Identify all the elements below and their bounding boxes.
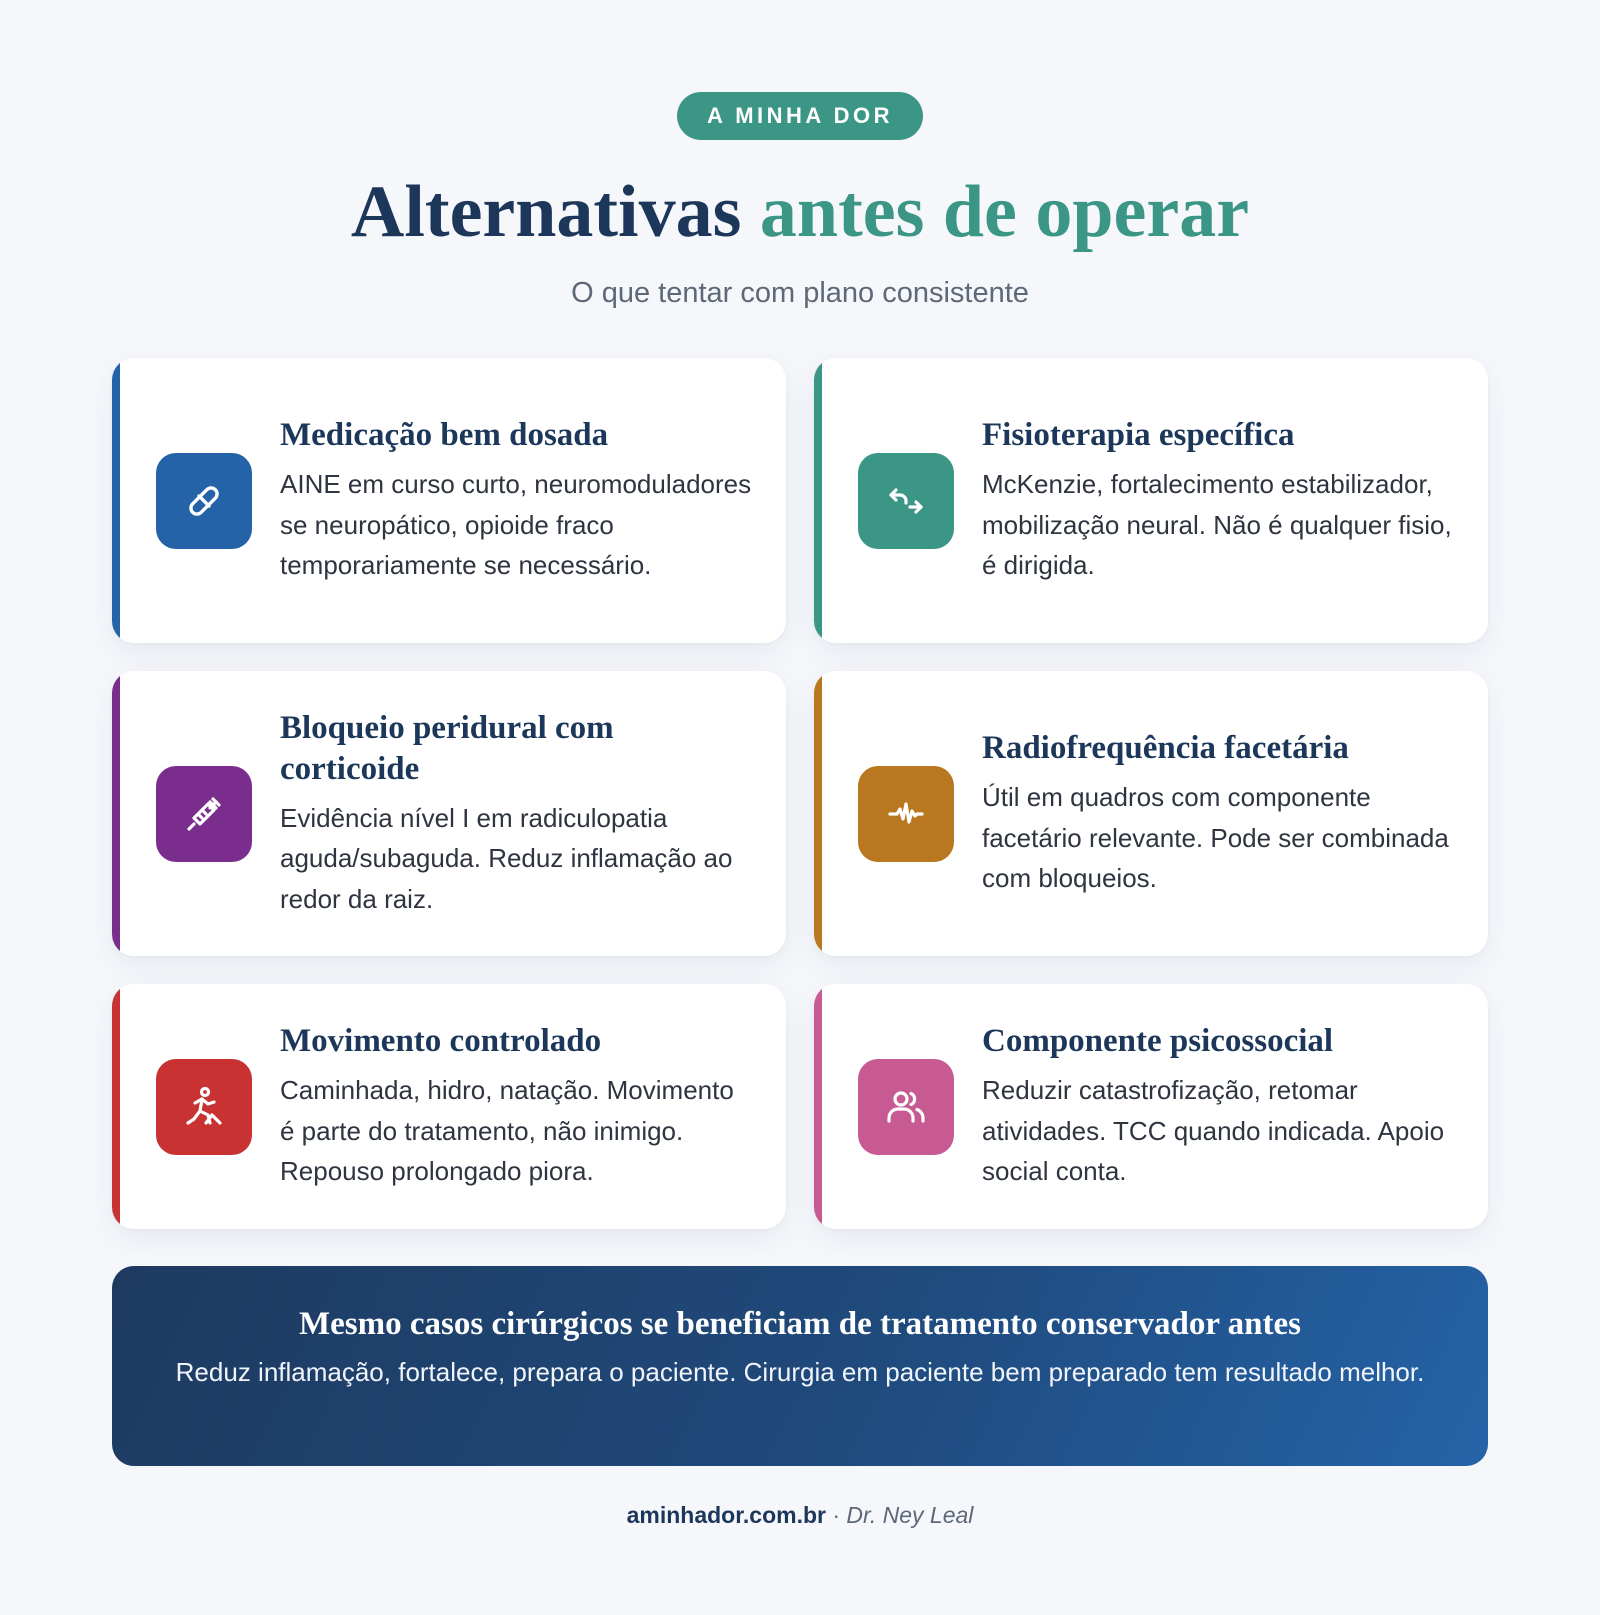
banner-body: Reduz inflamação, fortalece, prepara o paciente. Cirurgia em paciente bem preparado tem resultado melhor. [175,1357,1425,1387]
card-icon-box [858,1059,954,1155]
people-icon [882,1083,930,1131]
header [0,92,1600,310]
card-icon-box [156,766,252,862]
page-title [0,170,1600,254]
card-title: Movimento controlado [280,1023,602,1060]
card-icon-box [858,766,954,862]
card-medicacao [112,358,786,643]
title-accent: antes de operar [759,171,1250,253]
alternatives-grid [112,358,1488,1229]
conclusion-banner [112,1266,1488,1466]
card-body: McKenzie, fortalecimento estabilizador, mobilização neural. Não é qualquer fisio, é dirigida. [982,469,1452,581]
card-body: Caminhada, hidro, natação. Movimento é parte do tratamento, não inimigo. Repouso prolongado piora. [280,1075,734,1187]
card-movimento [112,984,786,1229]
card-title: Medicação bem dosada [280,417,609,454]
banner-title: Mesmo casos cirúrgicos se beneficiam de tratamento conservador antes [298,1306,1301,1342]
footer-author: Dr. Ney Leal [846,1502,974,1528]
card-bloqueio [112,671,786,956]
arrows-icon [882,477,930,525]
title-main: Alternativas [350,171,742,253]
card-icon-box [858,453,954,549]
card-title: Componente psicossocial [982,1023,1334,1060]
card-icon-box [156,1059,252,1155]
card-body: Reduzir catastrofização, retomar atividades. TCC quando indicada. Apoio social conta. [982,1075,1445,1187]
pill-icon [180,477,228,525]
card-body: AINE em curso curto, neuromoduladores se neuropático, opioide fraco temporariamente se necessário. [280,469,752,581]
footer-site-link[interactable]: aminhador.com.br [626,1502,826,1528]
category-badge: A MINHA DOR [677,92,923,140]
pulse-icon [882,790,930,838]
card-title: Radiofrequência facetária [982,730,1349,767]
card-radiofrequencia [814,671,1488,956]
footer [0,1500,1600,1530]
running-icon [180,1083,228,1131]
card-icon-box [156,453,252,549]
card-title: Bloqueio peridural com corticoide [280,709,614,787]
card-psicossocial [814,984,1488,1229]
page-subtitle: O que tentar com plano consistente [571,277,1029,309]
syringe-icon [180,790,228,838]
card-title: Fisioterapia específica [982,417,1295,454]
card-body: Útil em quadros com componente facetário relevante. Pode ser combinada com bloqueios. [982,782,1449,894]
footer-separator: · [825,1502,847,1528]
card-body: Evidência nível I em radiculopatia aguda/subaguda. Reduz inflamação ao redor da raiz. [280,802,733,914]
card-fisioterapia [814,358,1488,643]
